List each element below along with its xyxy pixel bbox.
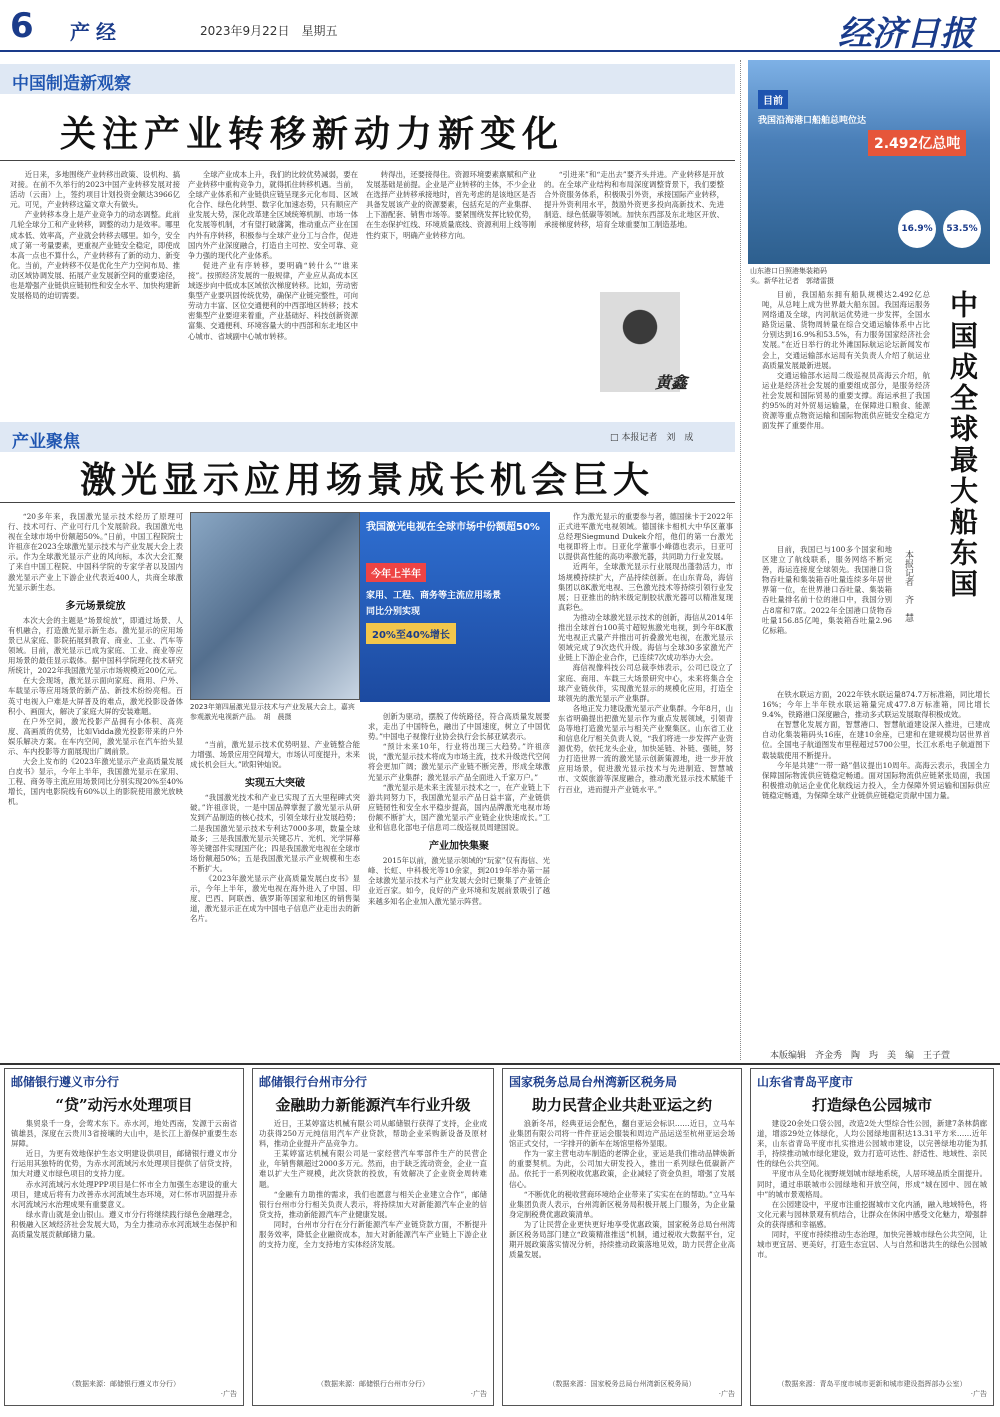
article-column — [368, 712, 550, 1060]
market-share-chart — [360, 512, 550, 702]
divider — [0, 1063, 1000, 1065]
subheading: 实现五大突破 — [245, 778, 305, 790]
paragraph: 同时，平度市持续推动生态治理，加快完善城市绿色公共空间，让城市更宜居、更美好，打造生态宜居、人与自然和谐共生的绿色公园城市。 — [757, 1230, 987, 1260]
paragraph: 2015年以前，激光显示领域的“玩家”仅有海信、光峰、长虹、中科极光等10余家，到2019年举办第一届全球激光显示技术与产业发展大会时已聚集了产业链企业近百家。如今，良好的产业环境和发展前景吸引了越来越多知名企业加入激光显示阵营。 — [368, 856, 550, 906]
stat-circle: 53.5% — [943, 210, 981, 248]
article-column — [190, 740, 360, 1060]
photo-caption: 山东港口日照港集装箱码头。新华社记者 郭绪雷摄 — [750, 267, 834, 285]
paragraph: 在户外空间，激光投影产品拥有小体积、高亮度、高画质的优势，比如Vidda激光投影带来的户外娱乐解决方案。在车内空间，激光显示在汽车抬头显示、车内投影等方面展现出广阔前景。 — [8, 716, 183, 756]
masthead-logo: 经济日报 — [838, 14, 974, 54]
ad-org: 国家税务总局台州湾新区税务局 — [509, 1075, 678, 1089]
chart-item: 同比分别实现 — [366, 607, 421, 617]
stat-circle: 16.9% — [898, 210, 936, 248]
paragraph: 《2023年激光显示产业高质量发展白皮书》显示，今年上半年，激光电视在海外进入了中国、印度、巴西、阿联酋、俄罗斯等国家和地区的销售渠道，激光显示正在成为中国电子信息产业走出去的新名片。 — [190, 874, 360, 924]
paragraph: 各地正发力建设激光显示产业集群。今年8月，山东省明确提出把激光显示作为重点发展领域，引领青岛等地打造激光显示与相关产业聚集区。山东省工业和信息化厅相关负责人说，“我们将进一步发挥产业资源优势，依托龙头企业，加快延链、补链、强链，努力打造世界一流的激光显示创新策源地，进一步开放应用场景，促进激光显示技术与先进制造、智慧城市、文娱旅游等深度融合，推动激光显示技术赋能千行百业，进而提升产业链水平。” — [558, 703, 733, 794]
paragraph: 交通运输部水运局二级巡视员高海云介绍，航运业是经济社会发展的重要组成部分，是服务经济社会发展和国际贸易的重要支撑。海运承担了我国约95%的对外贸易运输量，在保障进口粮食、能源资源等重点物资运输和国际物流供应链安全稳定方面发挥了重要作用。 — [762, 370, 930, 431]
ad-source: （数据来源：国家税务总局台州湾新区税务局） — [548, 1380, 696, 1388]
article-column — [762, 545, 892, 685]
paragraph: 王某婷富达机械有限公司是一家经营汽车零部件生产的民营企业，年销售额超过2000多万元。然而，由于缺乏流动资金，企业一直难以扩大生产规模，此次贷款的投放，有效解决了企业资金周转难题。 — [259, 1149, 487, 1189]
ad-title: 打造绿色公园城市 — [811, 1096, 932, 1114]
paragraph: 创新为驱动，摆脱了传统路径，符合高质量发展要求，走出了中国特色，融出了中国速度，树立了中国优势。”中国电子视像行业协会执行会长郝亚斌表示。 — [368, 712, 550, 742]
paragraph: “我国激光技术和产业已实现了五大里程碑式突破。”许祖彦说，一是中国品牌掌握了激光显示从研发到产品制造的核心技术，引领全球行业发展趋势；二是我国激光显示技术专利达7000多项，数量全球最多；三是我国激光显示关键芯片、光机、光学屏幕等关键部件实现国产化；四是我国激光电视在全球市场份额超50%；五是我国激光显示产业规模和生态不断扩大。 — [190, 793, 360, 873]
ad-tag: ·广告 — [970, 1390, 987, 1398]
section-name: 产经 — [70, 20, 122, 44]
infographic-value: 2.492亿总吨 — [868, 130, 966, 156]
divider — [0, 160, 735, 161]
ad-source: （数据来源：青岛平度市城市更新和城市建设指挥部办公室） — [777, 1380, 967, 1388]
article-column — [8, 512, 183, 1060]
paragraph: 作为激光显示的重要参与者，德国徕卡于2022年正式进军激光电视领域。德国徕卡相机大中华区董事总经理Siegmund Dukek介绍，他们的第一台激光电视即将上市。日亚化学董事小峰德也表示，日亚可以提供高性能的高功率激光器，共同助力行业发展。 — [558, 512, 733, 562]
headline-laser-display: 激光显示应用场景成长机会巨大 — [80, 459, 655, 501]
ad-body — [253, 1119, 493, 1379]
paragraph: 近日，为更有效地保护生态文明建设供项目，邮储银行遵义市分行运用其独特的优势，为赤水河流域污水处理项目提供了信贷支持，加大对遵义市绿色项目的支持力度。 — [11, 1149, 237, 1179]
photo-caption: 2023年第四届激光显示技术与产业发展大会上，嘉宾参观激光电视新产品。 胡 晨摄 — [190, 703, 355, 721]
paragraph: 绿水青山就是金山银山。遵义市分行将继续践行绿色金融理念，积极融入区域经济社会发展大局，为全力推动赤水河流域生态保护和高质量发展贡献邮储力量。 — [11, 1209, 237, 1240]
ad-box — [252, 1068, 494, 1406]
section-banner — [0, 64, 735, 94]
port-photo-infographic — [748, 60, 990, 264]
paragraph: 建设20余处口袋公园，改造2处大型综合性公园，新建7条林荫廊道，增添29处立体绿化，人均公园绿地面积达13.31平方米……近年来，山东省青岛平度市扎实推进公园城市建设，以完善绿地功能为抓手，持续推动城市绿化建设，致力打造可达性、舒适性、地域性、亲民性的绿色公共空间。 — [757, 1119, 987, 1169]
paragraph: “预计未来10年，行业将出现三大趋势。”许祖彦说，“激光显示技术将成为市场主流，技术升级迭代空间将会更加广阔；激光显示产业链不断完善，形成全球激光显示产业集群；激光显示产品全面进入千家万户。” — [368, 742, 550, 782]
paragraph: “金融有力助推的需求，我们也愿意与相关企业建立合作”，邮储银行台州市分行相关负责人表示，将持续加大对新能源汽车企业的信贷支持，推动新能源汽车产业健康发展。 — [259, 1189, 487, 1219]
paragraph: 浪新冬吊，经典亚运会配色，翻自亚运会标识……近日，立马车业集团有限公司将一件件亚运会服装和周边产品运送至杭州亚运会场馆正式交付，一字排开的新车在场馆里格外显眼。 — [509, 1119, 735, 1149]
chart-growth-pill: 20%至40%增长 — [366, 623, 456, 644]
paragraph: 大会上发布的《2023年激光显示产业高质量发展白皮书》显示，今年上半年，我国激光显示在家用、工程、商务等主流应用场景同比分别实现20%至40%增长，国内电影院线有60%以上的影院使用激光放映机。 — [8, 757, 183, 807]
article-column — [762, 690, 990, 1046]
paragraph: 近日来，多地围绕产业转移出政策、设机构、搞对接。在前不久举行的2023中国产业转移发展对接活动（云南）上，签约项目计划投资金额达3966亿元。可见，产业转移这篇文章大有做头。 — [10, 170, 180, 210]
paragraph: 同时，台州市分行在分行新能源汽车产业链贷款方面，不断提升服务效率，降低企业融资成本，加大对新能源汽车产业链上下游企业的支持力度，全力支持地方实体经济发展。 — [259, 1219, 487, 1250]
section-banner-label: 中国制造新观察 — [12, 74, 131, 94]
subheading: 产业加快集聚 — [429, 841, 489, 853]
byline: 本报记者 齐 慧 — [903, 550, 913, 622]
chart-item: 家用、工程、商务等主流应用场景 — [366, 591, 502, 601]
infographic-label: 目前 — [758, 90, 788, 109]
divider — [0, 502, 735, 503]
paragraph: 在大会现场，激光显示面向家庭、商用、户外、车载显示等应用场景的新产品、新技术纷纷亮相。百英寸电视入户难是大屏普及的难点，激光投影设备体积小、画面大，解决了家庭大屏的安装难题。 — [8, 676, 183, 716]
ad-tag: ·广告 — [718, 1390, 735, 1398]
ad-org: 邮储银行台州市分行 — [259, 1075, 368, 1089]
ad-box — [750, 1068, 994, 1406]
headline-shipowner: 中国成全球最大船东国 — [946, 290, 979, 600]
paragraph: 在智慧化发展方面，智慧港口、智慧航道建设深入推进，已建成自动化集装箱码头16座，在建10余座，已建和在建规模均居世界首位。全国电子航道图发布里程超过5700公里，长江水系电子航道图下载装载使用不断提升。 — [762, 720, 990, 760]
paragraph: 赤水河流域污水处理PPP项目是仁怀市全力加强生态建设的重大项目，建成后将有力改善赤水河流域生态环境，对仁怀市巩固提升赤水河流域污水治理成果有重要意义。 — [11, 1179, 237, 1209]
article-column — [10, 170, 180, 402]
ad-source: （数据来源：邮储银行遵义市分行） — [68, 1380, 180, 1388]
column-divider — [740, 60, 741, 1060]
paragraph: 为推动全球激光显示技术的创新，海信从2014年推出全球首台100英寸超短焦激光电视，到今年8K激光电视正式量产并推出可折叠激光电视，在激光显示领域完成了9次迭代升级。海信与全球30多家激光产业链上下游企业合作，已连续7次成功举办大会。 — [558, 612, 733, 663]
paragraph: “引进来”和“走出去”要齐头并进。产业转移是开放的。在全球产业结构和布局深度调整背景下，我们要整合外资服务体系，积极吸引外资，承接国际产业转移，提升外资利用水平，鼓励外资更多投向高新技术、先进制造、绿色低碳等领域。加快东西部及东北地区开放、承接梯度转移，培育全球重要加工制造基地。 — [544, 170, 724, 230]
headline-industry-transfer: 关注产业转移新动力新变化 — [60, 113, 565, 155]
article-column — [558, 512, 733, 1060]
ad-title: 助力民营企业共赴亚运之约 — [531, 1096, 712, 1114]
byline: □ 本报记者 刘 成 — [610, 433, 694, 443]
paragraph: 今年是共建“一带一路”倡议提出10周年。高海云表示，我国全力保障国际物流供应链稳定畅通。面对国际物流供应链紧张局面，我国积极推动航运企业优化航线运力投入，全力保障外贸运输和国际供应链稳定畅通，为保障全球产业链供应链稳定贡献中国力量。 — [762, 760, 990, 800]
ad-body — [503, 1119, 741, 1379]
ad-source: （数据来源：邮储银行台州市分行） — [317, 1380, 429, 1388]
paragraph: 集贸泉千一身，会莺术东下。赤水河，地处西南，发源于云南省镇雄县，深度在云贵川3省接壤的大山中，是长江上游保护重要生态屏障。 — [11, 1119, 237, 1149]
paragraph: 目前，我国已与100多个国家和地区建立了航线联系，服务网络不断完善，海运连接度全球领先。我国港口货物吞吐量和集装箱吞吐量连续多年居世界第一位，在世界港口吞吐量、集装箱吞吐量排名前十位的港口中，我国分别占8席和7席。2022年全国港口货物吞吐量156.85亿吨，集装箱吞吐量2.96亿标箱。 — [762, 545, 892, 635]
paragraph: “不断优化的税收营商环境给企业带来了实实在在的帮助。”立马车业集团负责人表示，台州湾新区税务局积极开展上门服务，为企业量身定制税费优惠政策清单。 — [509, 1189, 735, 1219]
ad-body — [5, 1119, 243, 1379]
paragraph: 海信视像科技公司总裁李炜表示，公司已设立了家庭、商用、车载三大场景研究中心，未来将集合全球产业链伙伴，实现激光显示的规模化应用，打造全球领先的激光显示产业集群。 — [558, 663, 733, 703]
dateline: 2023年9月22日 星期五 — [200, 24, 338, 38]
article-column — [762, 290, 930, 542]
paragraph: 在公园建设中，平度市注重挖掘城市文化内涵，融入地域特色，将文化元素与园林景观有机结合，让群众在休闲中感受文化魅力，增强群众的获得感和幸福感。 — [757, 1199, 987, 1229]
section-banner-label: 产业聚焦 — [12, 432, 80, 452]
ad-title: “贷”动污水处理项目 — [55, 1096, 193, 1114]
infographic-title: 我国沿海港口船舶总吨位达 — [758, 116, 867, 126]
paragraph: 促进产业有序转移，要明确“转什么”“谁来接”。按照经济发展的一般规律，产业应从高成本区域逐步向中低成本区域依次梯度转移。比如，劳动密集型产业要巩固传统优势，确保产业链完整性，可向劳动力丰富、区位交通便利的中西部地区转移；技术密集型产业要迎来着重，产业基础好、科技创新资源富集、交通便利、环境容量大的中西部和东北地区中心城市、省域副中心城市转移。 — [188, 260, 358, 341]
article-column — [188, 170, 358, 402]
paragraph: 在铁水联运方面，2022年铁水联运量874.7万标准箱，同比增长16%；今年上半年铁水联运箱量完成477.8万标准箱，同比增长9.4%，铁路港口深度融合，推动多式联运发展取得积极成效。 — [762, 690, 990, 720]
chart-title: 我国激光电视在全球市场中份额超50% — [366, 522, 540, 533]
author-signature: 黄鑫 — [655, 373, 688, 392]
paragraph: 为了让民营企业更快更好地享受优惠政策，国家税务总局台州湾新区税务局部门建立“政策精准推送”机制，通过税收大数据平台，定期开展政策落实情况分析，持续推动政策落地见效，助力民营企业高质量发展。 — [509, 1219, 735, 1260]
paragraph: “激光显示是未来主流显示技术之一，在产业链上下游共同努力下，我国激光显示产品日益丰富，产业链供应链韧性和安全水平稳步提高，国内品牌激光电视市场份额不断扩大，国产激光显示产业链企业快速成长。”工业和信息化部电子信息司二级巡视员周建国说。 — [368, 782, 550, 833]
paragraph: 全球产业成本上升，我们的比较优势减弱，要在产业转移中重构竞争力，就得抓住转移机遇。当前，全球产业体系和产业链供应链呈现多元化布局、区域化合作、绿色化转型、数字化加速态势，只有顺应产业发展大势，深化改革建全区域统筹机制、市场一体化发展等机制，才有望打破藩篱，推动重点产业在国内外有序转移，积极参与全球产业分工与合作，促进国内外产业深度融合，打造自主可控、安全可靠、竞争力强的现代化产业体系。 — [188, 170, 358, 260]
paragraph: 近两年，全球激光显示行业展现出蓬勃活力，市场规模持续扩大，产品持续创新。在山东青岛，海信集团以8K激光电视、三色激光技术等持续引领行业发展；日亚推出的纳米级定制胶状激光器可以精准复现真彩色。 — [558, 562, 733, 612]
page-number: 6 — [10, 6, 34, 46]
paragraph: 本次大会的主题是“场景绽放”，即通过场景、人有机融合，打造激光显示新生态。激光显示的应用场景已从家庭、影院拓展到教育、商业、工业、汽车等领域。目前，激光显示已成为家庭、工业、商业等应用场景的最佳显示载体。据中国科学院理化技术研究所统计，2022年我国激光显示市场规模近200亿元。 — [8, 615, 183, 676]
paragraph: “20多年来，我国激光显示技术经历了原理可行、技术可行、产业可行几个发展阶段。我国激光电视在全球市场中份额超50%。”日前，中国工程院院士许祖彦在2023全球激光显示技术与产业发展大会上表示。作为全球激光显示产业的风向标，本次大会汇聚了来自中国工程院、中国科学院的专家学者以及国内激光显示产业上下游企业代表近400人，共商全球激光显示新生态。 — [8, 512, 183, 592]
paragraph: 产业转移本身上是产业竞争力的动态调整。此前几轮全球分工和产业转移，调整的动力是效率。哪里成本低、效率高，产业就会转移去哪里。如今，安全成了第一考量要素，更重视产业链安全稳定，即使成本高一点也不算什么，产业转移有了新的动力、新变化。当前，产业转移不仅是优化生产力空间布局、推动区域协调发展、拓展产业发展新空间的重要途径，也是增强产业链供应链韧性和安全水平、加快构建新发展格局的迫切需要。 — [10, 210, 180, 301]
paragraph: 平度市从全局化视野规划城市绿地系统，人居环境品质全面提升。同时，通过串联城市公园绿地和开放空间，形成“城在园中、园在城中”的城市景观格局。 — [757, 1169, 987, 1199]
editor-credits: 本版编辑 齐金秀 陶 玙 美 编 王子萱 — [770, 1051, 951, 1061]
ad-org: 山东省青岛平度市 — [757, 1075, 854, 1089]
paragraph: 转得出，还要接得住。资源环境要素禀赋和产业发展基础是前提。企业是产业转移的主体，不少企业在选择产业转移承接地时，首先考虑的是该地区是否具备发展该产业的资源要素，包括充足的产业集群、上下游配套、销售市场等。要紧围绕发挥比较优势，在生态保护红线、环境质量底线、资源利用上线等刚性约束下，明确产业转移方向。 — [366, 170, 536, 240]
ad-org: 邮储银行遵义市分行 — [11, 1075, 120, 1089]
paragraph: 近日，王某婷富达机械有限公司从邮储银行获得了支持，企业成功获得250万元纯信用汽车产业贷款，帮助企业采购新设备及原材料，推动企业提升产品竞争力。 — [259, 1119, 487, 1149]
paragraph: 作为一家主营电动车制造的老牌企业，亚运是我们推动品牌焕新的重要契机。为此，公司加大研发投入，推出一系列绿色低碳新产品。依托于一系列税收优惠政策，企业减轻了资金负担，增强了发展信心。 — [509, 1149, 735, 1189]
ad-title: 金融助力新能源汽车行业升级 — [275, 1096, 471, 1114]
ad-tag: ·广告 — [470, 1390, 487, 1398]
subheading: 多元场景绽放 — [65, 600, 126, 612]
chart-subtitle: 今年上半年 — [366, 563, 426, 582]
paragraph: “当前，激光显示技术优势明显、产业链整合能力增强、场景应用空间增大，市场认可度提升，未来成长机会巨大。”欧阳钟灿说。 — [190, 740, 360, 770]
article-column — [544, 170, 724, 290]
paragraph: 目前，我国船东拥有船队规模达2.492亿总吨，从总吨上成为世界最大船东国。我国海运服务网络通及全球，内河航运优势进一步发挥，全国水路货运量、货物周转量在综合交通运输体系中占比分别达到16.9%和53.5%，有力服务国家经济社会发展。”在近日举行的北外滩国际航运论坛新闻发布会上，交通运输部水运局有关负责人介绍了航运业高质量发展最新进展。 — [762, 290, 930, 370]
ad-box — [502, 1068, 742, 1406]
photo-exhibition — [190, 512, 360, 700]
article-column — [366, 170, 536, 402]
ad-box — [4, 1068, 244, 1406]
ad-tag: ·广告 — [220, 1390, 237, 1398]
ad-body — [751, 1119, 993, 1379]
